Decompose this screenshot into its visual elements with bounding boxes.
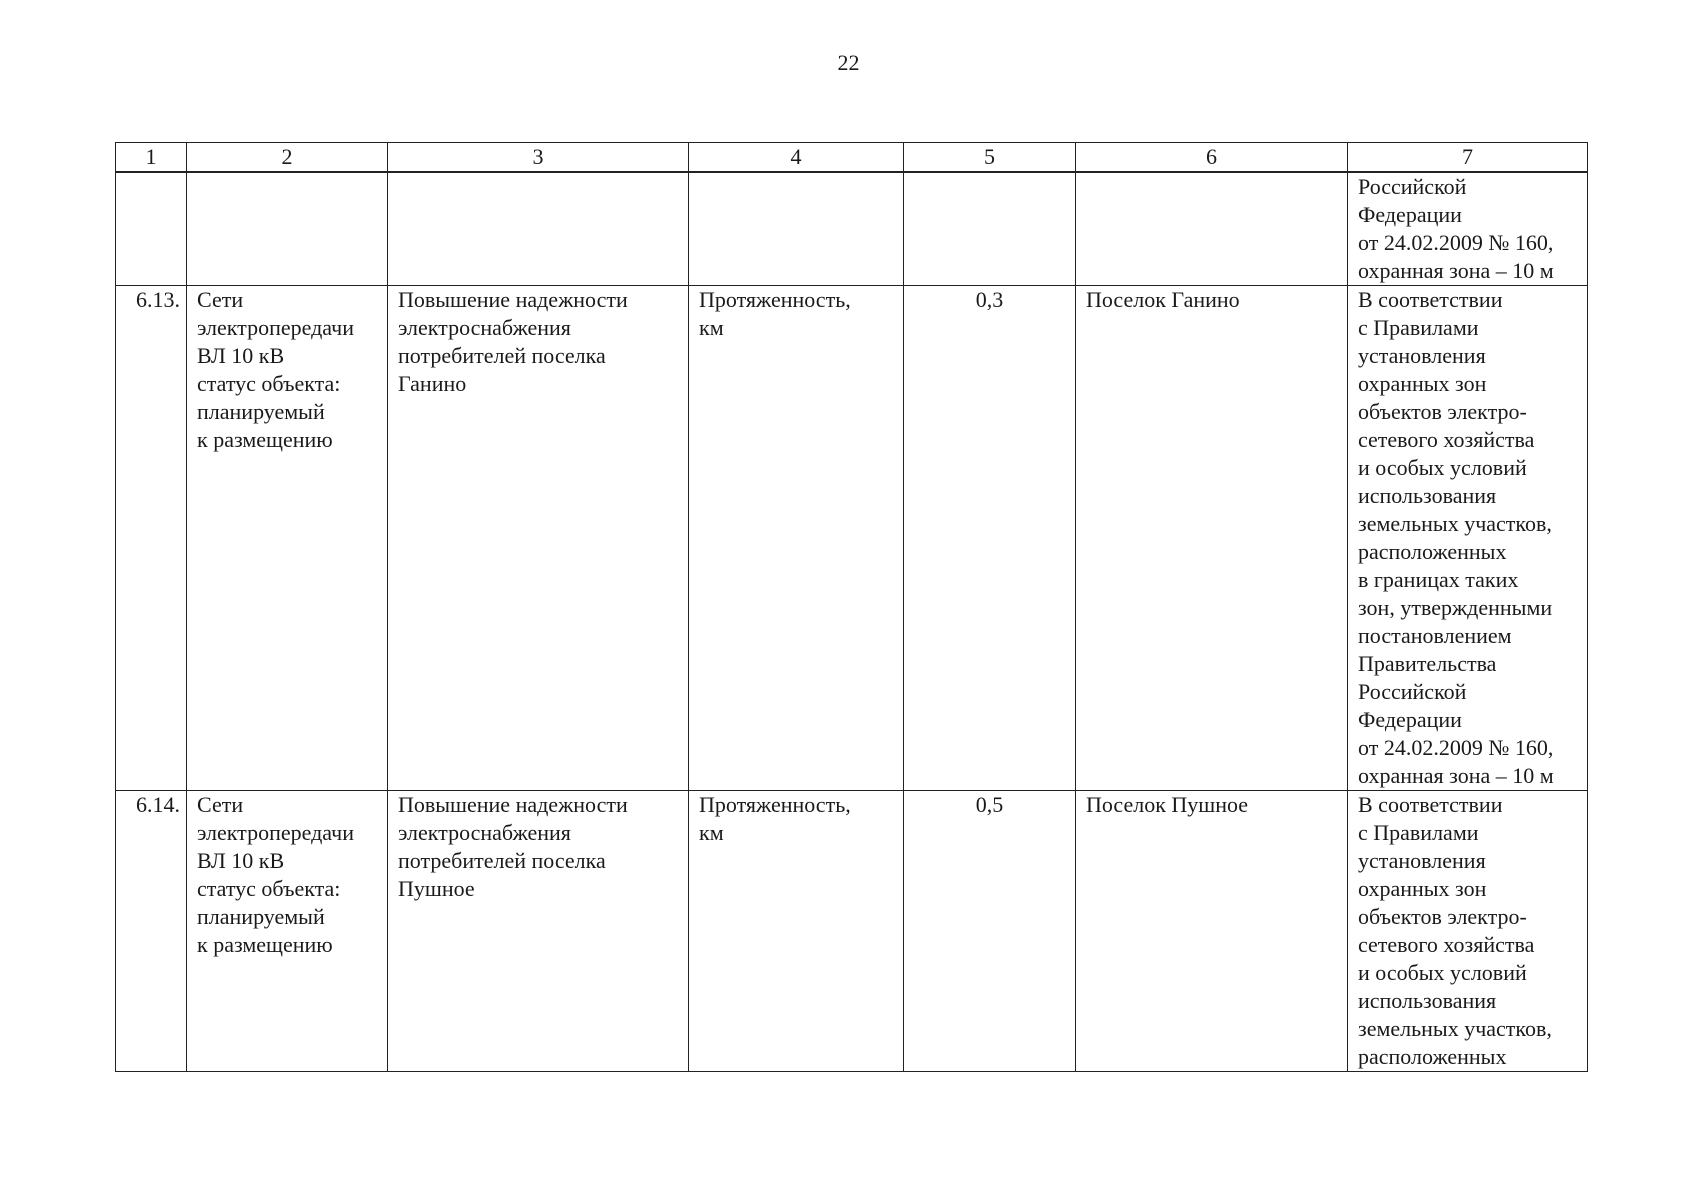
purpose-cell: Повышение надежности электроснабжения потребителей поселка Пушное — [388, 791, 689, 1072]
location-cell: Поселок Пушное — [1076, 791, 1348, 1072]
value-cell: 0,5 — [904, 791, 1076, 1072]
value-cell — [904, 172, 1076, 286]
table-header-row — [116, 143, 1588, 173]
column-header: 6 — [1076, 143, 1348, 173]
location-cell — [1076, 172, 1348, 286]
zone-cell: Российской Федерации от 24.02.2009 № 160, охранная зона – 10 м — [1348, 172, 1588, 286]
column-header: 7 — [1348, 143, 1588, 173]
column-header: 1 — [116, 143, 187, 173]
object-name-cell: Сети электропередачи ВЛ 10 кВ статус объекта: планируемый к размещению — [187, 791, 388, 1072]
page-number: 22 — [837, 50, 860, 75]
row-number-cell — [116, 172, 187, 286]
column-header: 2 — [187, 143, 388, 173]
table-row — [116, 791, 1588, 1072]
column-header: 4 — [689, 143, 904, 173]
purpose-cell — [388, 172, 689, 286]
purpose-cell: Повышение надежности электроснабжения потребителей поселка Ганино — [388, 286, 689, 791]
row-number-cell: 6.13. — [116, 286, 187, 791]
characteristic-cell: Протяженность, км — [689, 791, 904, 1072]
row-number-cell: 6.14. — [116, 791, 187, 1072]
document-table — [115, 142, 1588, 1072]
characteristic-cell — [689, 172, 904, 286]
value-cell: 0,3 — [904, 286, 1076, 791]
location-cell: Поселок Ганино — [1076, 286, 1348, 791]
column-header: 3 — [388, 143, 689, 173]
object-name-cell — [187, 172, 388, 286]
zone-cell: В соответствии с Правилами установления охранных зон объектов электро- сетевого хозяйства и особых условий использования земельных участков, расположенных в границах таких зон, утвержденными постановлением Правительства Российской Федерации от 24.02.2009 № 160, охранная зона – 10 м — [1348, 286, 1588, 791]
table-row — [116, 172, 1588, 286]
column-header: 5 — [904, 143, 1076, 173]
table-row — [116, 286, 1588, 791]
characteristic-cell: Протяженность, км — [689, 286, 904, 791]
object-name-cell: Сети электропередачи ВЛ 10 кВ статус объекта: планируемый к размещению — [187, 286, 388, 791]
zone-cell: В соответствии с Правилами установления охранных зон объектов электро- сетевого хозяйства и особых условий использования земельных участков, расположенных — [1348, 791, 1588, 1072]
